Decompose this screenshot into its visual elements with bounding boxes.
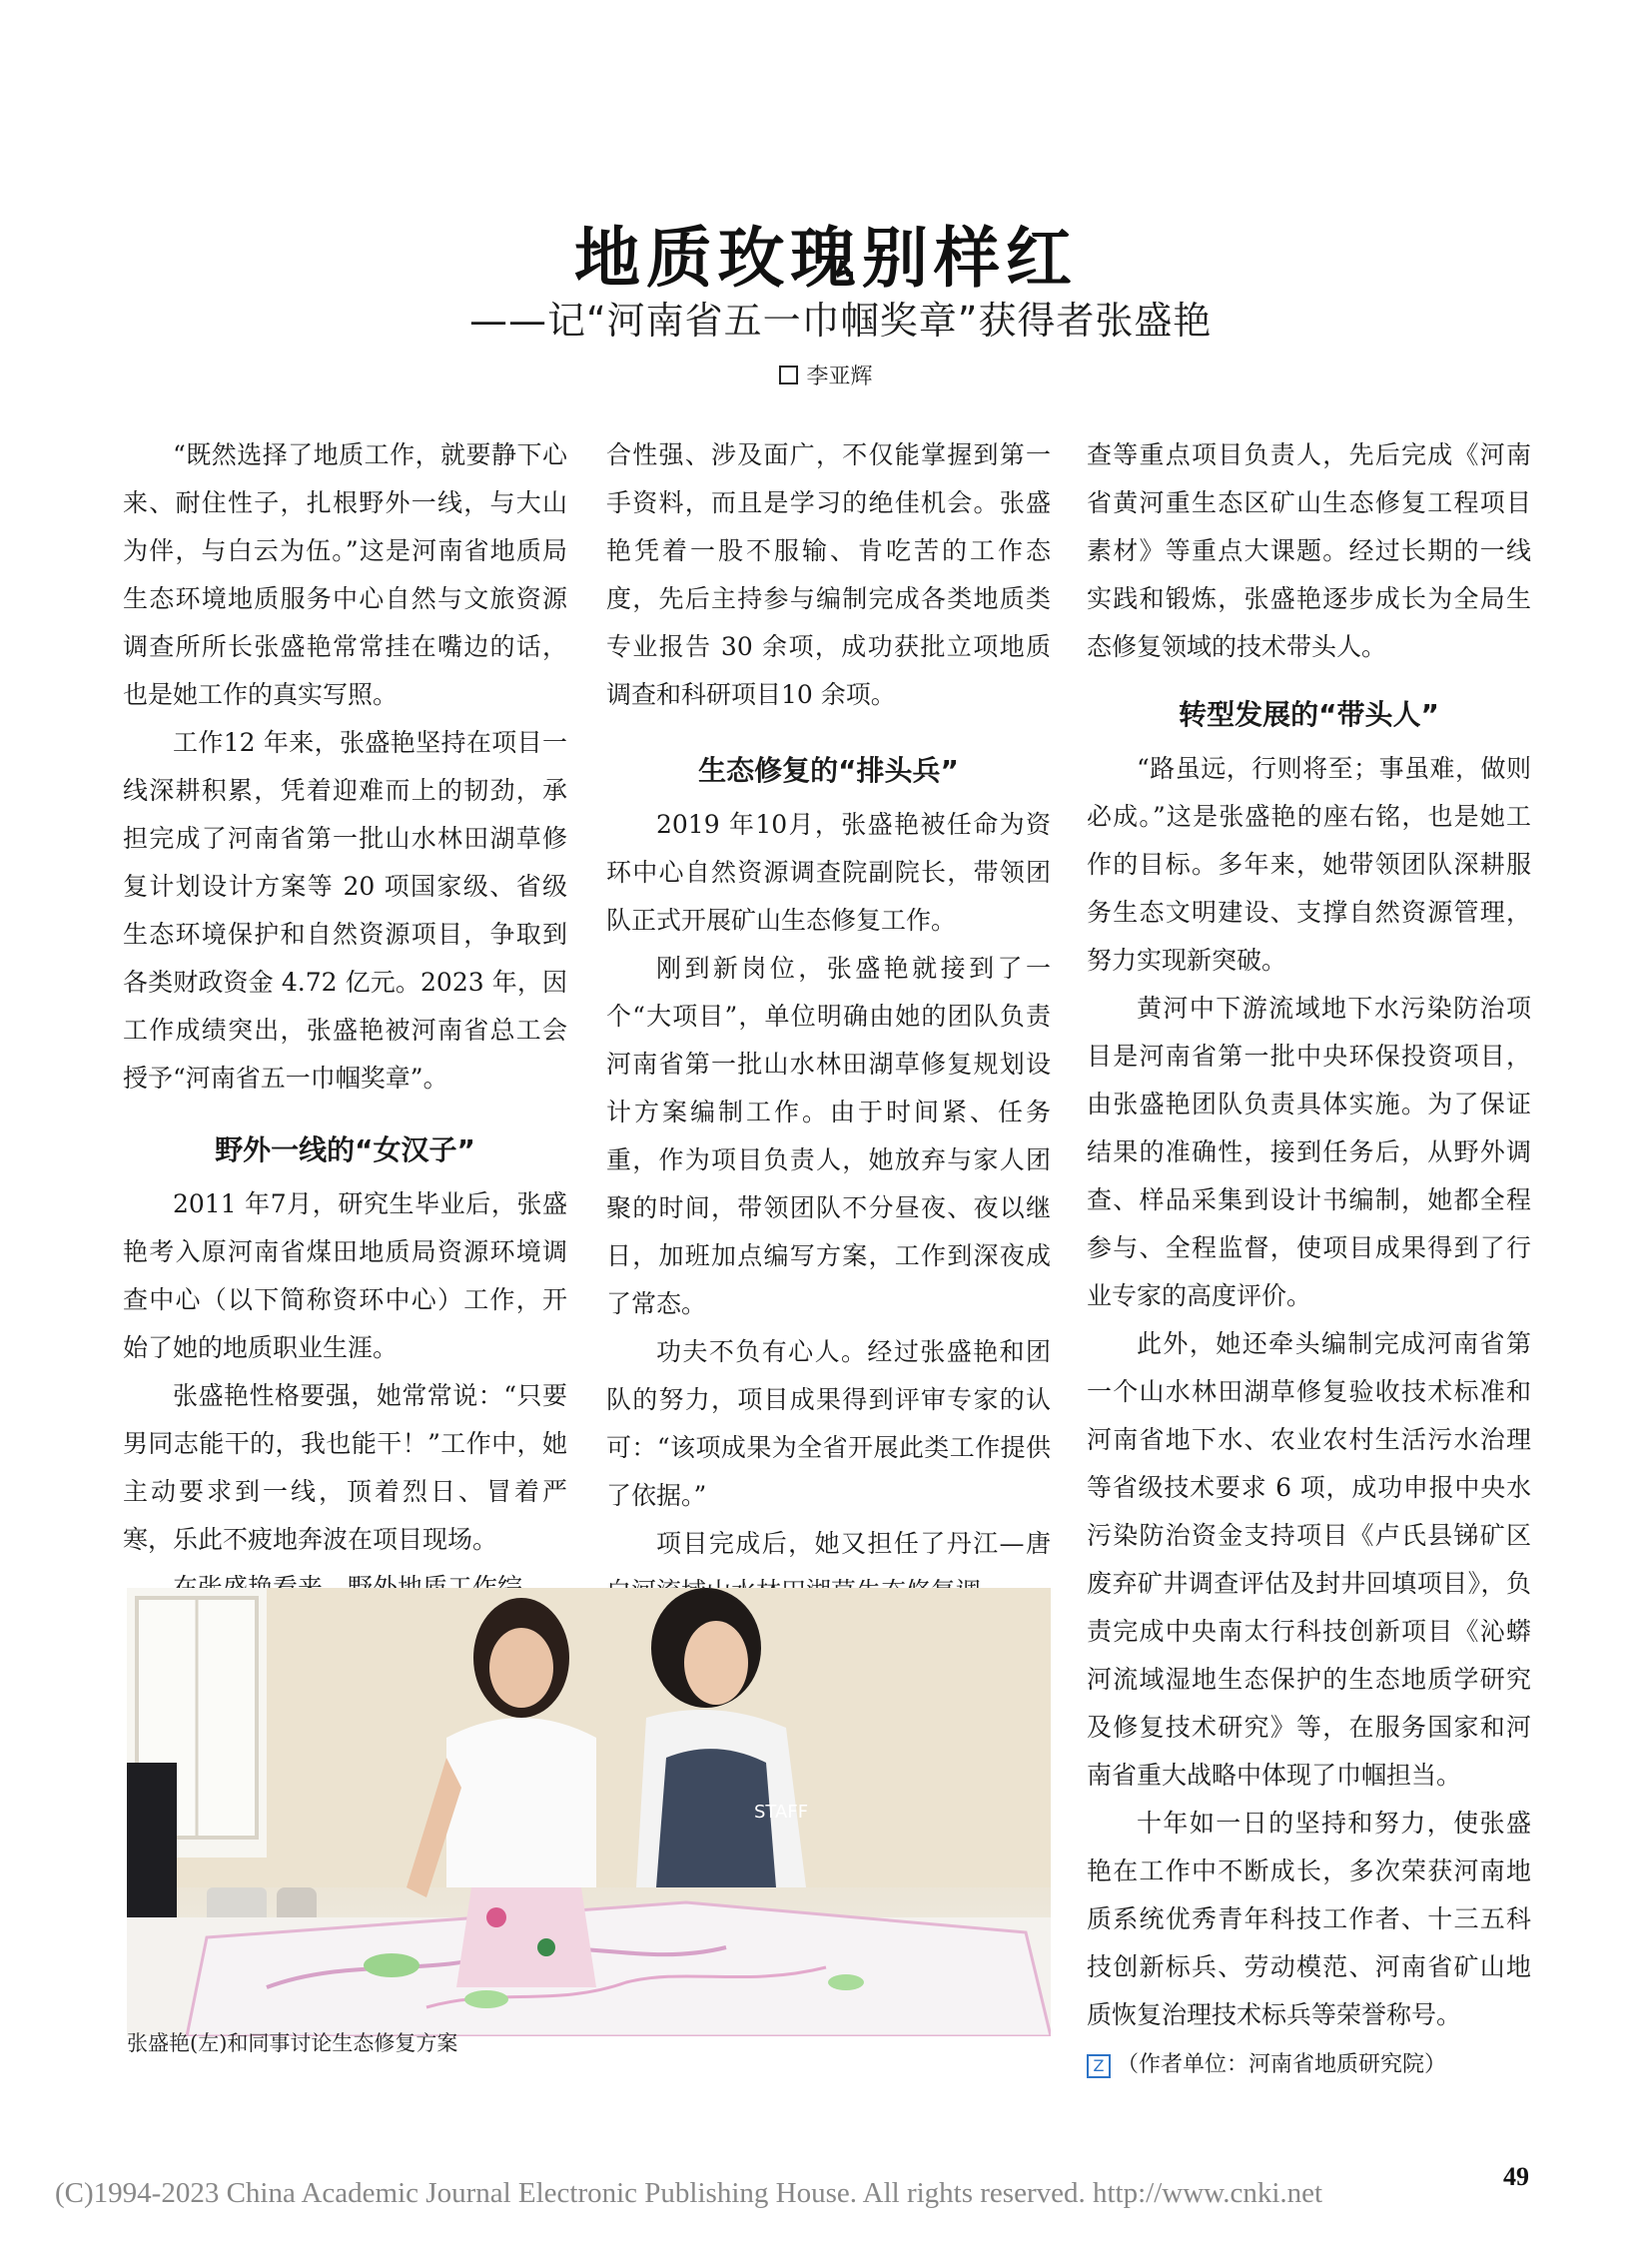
paragraph: 功夫不负有心人。经过张盛艳和团队的努力，项目成果得到评审专家的认可：“该项成果为全省开展此类工作提供了依据。” <box>606 1337 1051 1510</box>
photo-illustration <box>127 1588 1051 2036</box>
paragraph: 十年如一日的坚持和努力，使张盛艳在工作中不断成长，多次荣获河南地质系统优秀青年科技工作者、十三五科技创新标兵、劳动模范、河南省矿山地质恢复治理技术标兵等荣誉称号。 <box>1087 1809 1531 2029</box>
paragraph: 此外，她还牵头编制完成河南省第一个山水林田湖草修复验收技术标准和河南省地下水、农业农村生活污水治理等省级技术要求 6 项，成功申报中央水污染防治资金支持项目《卢氏县锑矿区废弃矿井调查评估及封井回填项目》，负责完成中央南太行科技创新项目《沁蟒河流域湿地生态保护的生态地质学研究及修复技术研究》等，在服务国家和河南省重大战略中体现了巾帼担当。 <box>1087 1329 1531 1790</box>
paragraph: 张盛艳性格要强，她常常说：“只要男同志能干的，我也能干！”工作中，她主动要求到一线，顶着烈日、冒着严寒，乐此不疲地奔波在项目现场。 <box>123 1381 567 1554</box>
paragraph: 刚到新岗位，张盛艳就接到了一个“大项目”，单位明确由她的团队负责河南省第一批山水林田湖草修复规划设计方案编制工作。由于时间紧、任务重，作为项目负责人，她放弃与家人团聚的时间，带领团队不分昼夜、夜以继日，加班加点编写方案，工作到深夜成了常态。 <box>606 954 1051 1318</box>
paragraph: 查等重点项目负责人，先后完成《河南省黄河重生态区矿山生态修复工程项目素材》等重点大课题。经过长期的一线实践和锻炼，张盛艳逐步成长为全局生态修复领域的技术带头人。 <box>1087 440 1531 661</box>
byline <box>0 360 1652 390</box>
author-note-line <box>1087 2039 1531 2089</box>
paragraph: 黄河中下游流域地下水污染防治项目是河南省第一批中央环保投资项目，由张盛艳团队负责具体实施。为了保证结果的准确性，接到任务后，从野外调查、样品采集到设计书编制，她都全程参与、全程监督，使项目成果得到了行业专家的高度评价。 <box>1087 994 1531 1310</box>
paragraph: 项目完成后，她又担任了丹江—唐 <box>656 1529 1051 1558</box>
copyright-footer: (C)1994-2023 China Academic Journal Electronic Publishing House. All rights reserved. http://www.cnki.net <box>55 2177 1323 2209</box>
article-photo <box>127 1588 1051 2036</box>
shirt-text: STAFF <box>754 1802 809 1823</box>
text-column-3 <box>1087 431 1531 2089</box>
paragraph: 合性强、涉及面广，不仅能掌握到第一手资料，而且是学习的绝佳机会。张盛艳凭着一股不服输、肯吃苦的工作态度，先后主持参与编制完成各类地质类专业报告 30 余项，成功获批立项地质调查和科研项目10 余项。 <box>606 440 1051 709</box>
photo-caption: 张盛艳(左)和同事讨论生态修复方案 <box>127 2031 458 2055</box>
article-subtitle: ——记“河南省五一巾帼奖章”获得者张盛艳 <box>469 299 1213 343</box>
paragraph: 2019 年10月，张盛艳被任命为资环中心自然资源调查院副院长，带领团队正式开展矿山生态修复工作。 <box>606 810 1051 935</box>
section-heading: 野外一线的“女汉子” <box>215 1133 475 1166</box>
section-heading: 生态修复的“排头兵” <box>698 754 959 787</box>
paragraph: 2011 年7月，研究生毕业后，张盛艳考入原河南省煤田地质局资源环境调查中心（以下简称资环中心）工作，开始了她的地质职业生涯。 <box>123 1189 567 1362</box>
text-column-2 <box>606 431 1051 1616</box>
author-name: 李亚辉 <box>806 365 873 389</box>
paragraph: “路虽远，行则将至；事虽难，做则必成。”这是张盛艳的座右铭，也是她工作的目标。多年来，她带领团队深耕服务生态文明建设、支撑自然资源管理，努力实现新突破。 <box>1087 754 1531 975</box>
author-note: （作者单位：河南省地质研究院） <box>1117 2052 1447 2077</box>
page-number: 49 <box>1503 2162 1529 2191</box>
section-heading: 转型发展的“带头人” <box>1179 698 1439 731</box>
end-mark-icon: Z <box>1087 2054 1111 2078</box>
article-title: 地质玫瑰别样红 <box>574 220 1078 297</box>
paragraph: “既然选择了地质工作，就要静下心来、耐住性子，扎根野外一线，与大山为伴，与白云为伍。”这是河南省地质局生态环境地质服务中心自然与文旅资源调查所所长张盛艳常常挂在嘴边的话，也是她工作的真实写照。 <box>123 440 567 709</box>
byline-box-icon <box>779 366 798 384</box>
text-column-1 <box>123 431 567 1612</box>
paragraph: 工作12 年来，张盛艳坚持在项目一线深耕积累，凭着迎难而上的韧劲，承担完成了河南省第一批山水林田湖草修复计划设计方案等 20 项国家级、省级生态环境保护和自然资源项目，争取到各类财政资金 4.72 亿元。2023 年，因工作成绩突出，张盛艳被河南省总工会授予“河南省五一巾帼奖章”。 <box>123 728 567 1093</box>
